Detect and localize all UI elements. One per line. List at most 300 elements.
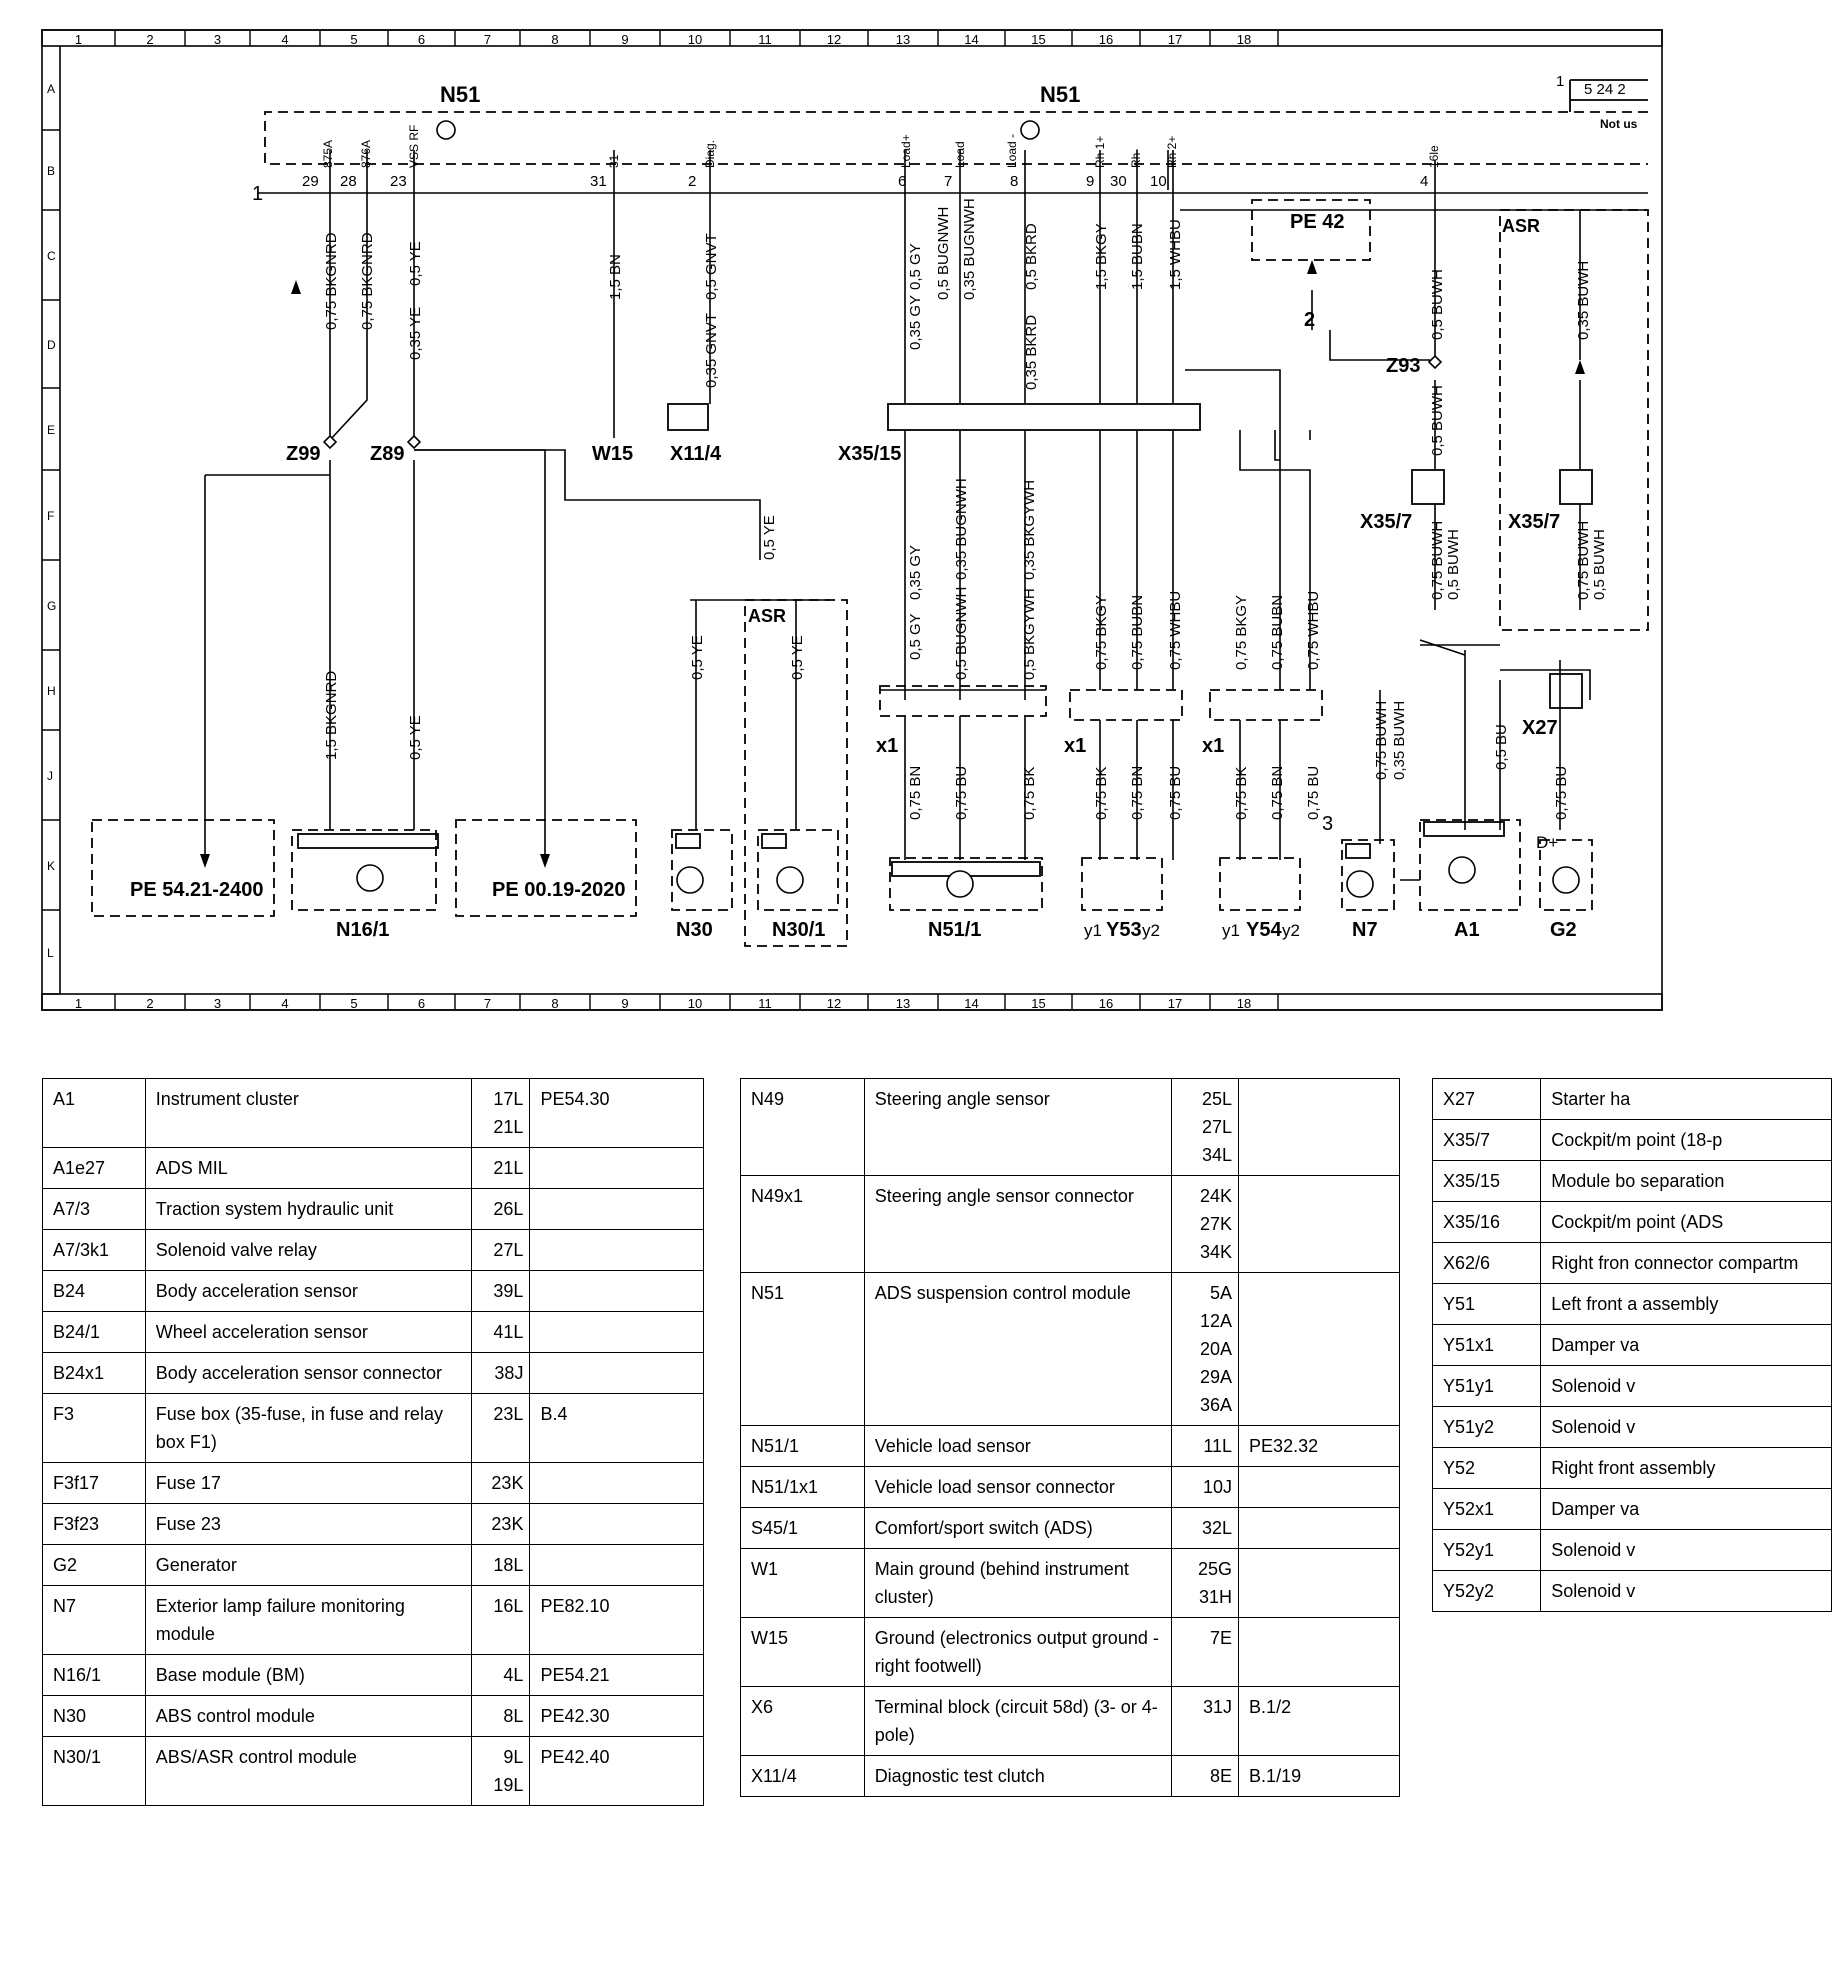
pin-4: 4 [1420, 173, 1429, 190]
component-code: X35/15 [1433, 1161, 1541, 1202]
grid-location: 4L [471, 1655, 530, 1696]
x35-7b-label: X35/7 [1508, 511, 1561, 533]
pinname-16e: 16le [1427, 145, 1441, 168]
grid-row-label: L [47, 946, 54, 960]
grid-row-label: K [47, 859, 56, 873]
wire-label-w29: 0,75 BUBN [1269, 594, 1286, 670]
reference-code [530, 1230, 704, 1271]
legend-row [43, 1079, 704, 1148]
reference-code: B.4 [530, 1394, 704, 1463]
component-description: Base module (BM) [145, 1655, 471, 1696]
component-description: Generator [145, 1545, 471, 1586]
wire-label-w15: 0,75 BUWH [1429, 520, 1446, 600]
component-code: A7/3k1 [43, 1230, 146, 1271]
grid-location: 26L [471, 1189, 530, 1230]
component-code: Y52y1 [1433, 1530, 1541, 1571]
legend-row [1433, 1202, 1832, 1243]
grid-column-label: 17 [1167, 996, 1183, 1011]
grid-column-label: 8 [551, 996, 559, 1011]
legend-row [43, 1312, 704, 1353]
wire-label-w40: 0,75 BUWH [1373, 700, 1390, 780]
grid-column-label: 6 [417, 996, 426, 1011]
wire-label-w7b: 0,35 BUGNWH [961, 198, 978, 300]
wire-label-w8: 0,5 BKRD [1023, 223, 1040, 290]
reference-code [530, 1148, 704, 1189]
grid-column-label: 18 [1236, 996, 1252, 1011]
wire-label-w23: 0,5 BUGNWH [953, 586, 970, 680]
legend-row [1433, 1530, 1832, 1571]
grid-column-label: 15 [1031, 32, 1046, 47]
component-code: N30 [43, 1696, 146, 1737]
asr-label-2: ASR [748, 606, 787, 626]
component-code: W1 [741, 1549, 865, 1618]
component-description: Body acceleration sensor connector [145, 1353, 471, 1394]
wire-label-w14: 0,5 BUWH [1429, 385, 1446, 456]
wire-label-w39: 0,75 BU [1305, 765, 1322, 820]
legend-row [741, 1618, 1400, 1687]
pinname-rh2: Rh 2+ [1165, 135, 1179, 168]
component-code: N7 [43, 1586, 146, 1655]
legend-row [1433, 1079, 1832, 1120]
grid-location: 23K [471, 1504, 530, 1545]
wire-label-w10: 1,5 BUBN [1129, 223, 1146, 290]
wire-label-w6: 0,5 GY [907, 243, 924, 290]
grid-column-label: 11 [758, 996, 772, 1011]
reference-code: PE54.30 [530, 1079, 704, 1148]
component-code: Y52x1 [1433, 1489, 1541, 1530]
w15-label: W15 [592, 443, 634, 465]
grid-location: 23L [471, 1394, 530, 1463]
grid-column-ticks [75, 30, 1278, 1011]
component-description: Main ground (behind instrument cluster) [864, 1549, 1172, 1618]
pe42-label: PE 42 [1290, 211, 1345, 233]
wire-label-w4: 1,5 BN [607, 254, 624, 300]
pinname-876a: 876A [359, 139, 373, 168]
reference-code: PE42.40 [530, 1737, 704, 1806]
grid-column-label: 2 [146, 996, 154, 1011]
grid-location: 8L [471, 1696, 530, 1737]
component-code: N51/1 [741, 1426, 865, 1467]
component-code: N51 [741, 1273, 865, 1426]
wire-label-w31: 0,75 BN [907, 765, 924, 820]
legend-row [43, 1189, 704, 1230]
grid-location: 18L [471, 1545, 530, 1586]
component-description: Solenoid v [1541, 1366, 1832, 1407]
wire-label-w27: 0,75 WHBU [1167, 590, 1184, 670]
n51-label-right: N51 [1040, 82, 1081, 107]
component-description: Steering angle sensor connector [864, 1176, 1172, 1273]
wire-label-w21: 0,5 YE [789, 635, 806, 680]
component-description: Comfort/sport switch (ADS) [864, 1508, 1172, 1549]
component-code: S45/1 [741, 1508, 865, 1549]
reference-code [530, 1189, 704, 1230]
wire-label-w28: 0,75 BKGY [1233, 594, 1250, 670]
pin-6: 6 [898, 173, 907, 190]
component-description: Fuse 17 [145, 1463, 471, 1504]
grid-column-label: 12 [826, 32, 842, 47]
reference-code [1239, 1176, 1400, 1273]
wire-label-w5: 0,5 GNVT [703, 233, 720, 300]
pin-1: 1 [1556, 73, 1565, 90]
wire-label-w3: 0,5 YE [407, 241, 424, 286]
pe54-label: PE 54.21-2400 [130, 879, 264, 901]
reference-code [1239, 1508, 1400, 1549]
pin-28: 28 [340, 173, 357, 190]
component-description: Cockpit/m point (18-p [1541, 1120, 1832, 1161]
grid-column-label: 5 [350, 996, 358, 1011]
wire-label-w42: 0,75 BU [1553, 765, 1570, 820]
legend-row [741, 1756, 1400, 1797]
component-code: X35/16 [1433, 1202, 1541, 1243]
component-description: Diagnostic test clutch [864, 1756, 1172, 1797]
wire-label-w35: 0,75 BN [1129, 765, 1146, 820]
grid-location: 25L 27L 34L [1172, 1079, 1239, 1176]
component-description: ABS/ASR control module [145, 1737, 471, 1806]
legend-row [741, 1549, 1400, 1618]
pinname-diag: Diag. [703, 139, 717, 168]
grid-location: 16L [471, 1586, 530, 1655]
legend-row [1433, 1407, 1832, 1448]
grid-column-label: 1 [74, 32, 83, 47]
reference-code: PE42.30 [530, 1696, 704, 1737]
wire-label-w13: 0,35 BUWH [1575, 260, 1592, 340]
wire-label-w25: 0,75 BKGY [1093, 594, 1110, 670]
legend-row [1433, 1448, 1832, 1489]
grid-column-label: 18 [1236, 32, 1252, 47]
pin-23: 23 [390, 173, 407, 190]
pinname-load-minus: Load - [1005, 133, 1019, 168]
legend-row [1433, 1571, 1832, 1612]
wire-label-w6b: 0,35 GY [907, 294, 924, 350]
legend-row [741, 1176, 1400, 1273]
component-description: ADS MIL [145, 1148, 471, 1189]
component-code: Y52 [1433, 1448, 1541, 1489]
legend-row [43, 1504, 704, 1545]
grid-location: 9L 19L [471, 1737, 530, 1806]
grid-location: 8E [1172, 1756, 1239, 1797]
component-code: F3f23 [43, 1504, 146, 1545]
component-code: B24 [43, 1271, 146, 1312]
grid-row-label: F [47, 509, 55, 523]
grid-column-label: 6 [417, 32, 426, 47]
component-description: Wheel acceleration sensor [145, 1312, 471, 1353]
y2-label-a: y2 [1142, 921, 1160, 940]
grid-location: 41L [471, 1312, 530, 1353]
component-code: Y51x1 [1433, 1325, 1541, 1366]
pinname-875a: 875A [321, 139, 335, 168]
wire-label-w12: 0,5 BUWH [1429, 269, 1446, 340]
wiring-diagram [0, 0, 1648, 1030]
wire-label-w20: 0,5 YE [689, 635, 706, 680]
y53-label: Y53 [1106, 919, 1142, 941]
component-code: X27 [1433, 1079, 1541, 1120]
legend-row [741, 1467, 1400, 1508]
component-description: Traction system hydraulic unit [145, 1189, 471, 1230]
component-description: Module bo separation [1541, 1161, 1832, 1202]
component-code: Y52y2 [1433, 1571, 1541, 1612]
wire-label-w15b: 0,5 BUWH [1445, 529, 1462, 600]
pinname-load: Load [953, 141, 967, 168]
pin-29: 29 [302, 173, 319, 190]
pinname-rh1: Rh 1+ [1093, 135, 1107, 168]
grid-column-label: 10 [687, 32, 703, 47]
grid-location: 38J [471, 1353, 530, 1394]
grid-column-label: 13 [895, 996, 911, 1011]
component-code: Y51y2 [1433, 1407, 1541, 1448]
component-code: W15 [741, 1618, 865, 1687]
reference-code: B.1/19 [1239, 1756, 1400, 1797]
legend-table-2-clip [740, 1078, 1402, 1974]
wire-label-w37: 0,75 BK [1233, 766, 1250, 820]
component-description: Damper va [1541, 1489, 1832, 1530]
grid-location: 39L [471, 1271, 530, 1312]
grid-row-label: A [47, 82, 56, 96]
legend-row [1433, 1120, 1832, 1161]
grid-column-label: 13 [895, 32, 911, 47]
x35-15-label: X35/15 [838, 443, 902, 465]
component-code: N51/1x1 [741, 1467, 865, 1508]
grid-column-label: 16 [1098, 32, 1114, 47]
legend-table-2 [740, 1078, 1400, 1797]
grid-column-label: 4 [281, 32, 289, 47]
component-code: X62/6 [1433, 1243, 1541, 1284]
component-description: Fuse 23 [145, 1504, 471, 1545]
pin-30: 30 [1110, 173, 1127, 190]
wire-label-w30: 0,75 WHBU [1305, 590, 1322, 670]
wire-label-w17: 1,5 BKGNRD [323, 670, 340, 760]
grid-location: 21L [471, 1148, 530, 1189]
grid-location: 10J [1172, 1467, 1239, 1508]
grid-location: 11L [1172, 1426, 1239, 1467]
n16-1-label: N16/1 [336, 919, 390, 941]
grid-row-label: C [47, 249, 56, 263]
grid-column-label: 5 [350, 32, 358, 47]
legend-row [43, 1230, 704, 1271]
component-description: Solenoid v [1541, 1571, 1832, 1612]
marker-2: 2 [1304, 309, 1316, 331]
legend-table-3 [1432, 1078, 1832, 1612]
component-code: N49 [741, 1079, 865, 1176]
reference-code: PE82.10 [530, 1586, 704, 1655]
grid-row-label: J [47, 769, 53, 783]
component-code: B24/1 [43, 1312, 146, 1353]
component-description: Terminal block (circuit 58d) (3- or 4-pole) [864, 1687, 1172, 1756]
legend-row [43, 1545, 704, 1586]
grid-column-label: 2 [146, 32, 154, 47]
grid-row-label: B [47, 164, 56, 178]
z93-label: Z93 [1386, 355, 1421, 377]
component-code: A1e27 [43, 1148, 146, 1189]
pinname-31: 31 [607, 154, 621, 168]
component-description: ABS control module [145, 1696, 471, 1737]
n30-label: N30 [676, 919, 713, 941]
grid-column-label: 11 [758, 32, 772, 47]
wire-label-w36: 0,75 BU [1167, 765, 1184, 820]
legend-table-1 [42, 1078, 704, 1806]
legend-row [43, 1586, 704, 1655]
reference-code [1239, 1079, 1400, 1176]
legend-row [741, 1273, 1400, 1426]
y54-label: Y54 [1246, 919, 1282, 941]
wire-label-w7: 0,5 BUGNWH [935, 206, 952, 300]
grid-location: 5A 12A 20A 29A 36A [1172, 1273, 1239, 1426]
legend-row [1433, 1243, 1832, 1284]
wire-label-w22b: 0,35 GY [907, 544, 924, 600]
wire-label-w24: 0,5 BKGYWH [1021, 588, 1038, 680]
grid-row-ticks [42, 82, 60, 994]
grid-location: 31J [1172, 1687, 1239, 1756]
component-description: Cockpit/m point (ADS [1541, 1202, 1832, 1243]
reference-code [1239, 1549, 1400, 1618]
component-description: Vehicle load sensor connector [864, 1467, 1172, 1508]
wire-label-w16b: 0,5 BUWH [1591, 529, 1608, 600]
component-code: X6 [741, 1687, 865, 1756]
wire-label-w3b: 0,35 YE [407, 306, 424, 360]
n51-1-label: N51/1 [928, 919, 982, 941]
reference-code [530, 1271, 704, 1312]
component-description: Starter ha [1541, 1079, 1832, 1120]
wire-label-w32: 0,75 BU [953, 765, 970, 820]
reference-code [530, 1463, 704, 1504]
grid-location: 32L [1172, 1508, 1239, 1549]
wire-label-w1: 0,75 BKGNRD [323, 232, 340, 330]
grid-column-label: 14 [964, 996, 979, 1011]
grid-column-label: 16 [1098, 996, 1114, 1011]
component-description: ADS suspension control module [864, 1273, 1172, 1426]
pinname-vss: VSS RF [407, 124, 421, 168]
legend-row [43, 1353, 704, 1394]
x35-7a-label: X35/7 [1360, 511, 1413, 533]
wire-label-w26: 0,75 BUBN [1129, 594, 1146, 670]
grid-column-label: 9 [621, 32, 629, 47]
component-description: Damper va [1541, 1325, 1832, 1366]
legend-row [43, 1696, 704, 1737]
component-description: Instrument cluster [145, 1079, 471, 1148]
pinname-load-plus: Load+ [899, 134, 913, 168]
legend-row [1433, 1161, 1832, 1202]
grid-row-label: H [47, 684, 56, 698]
n7-label: N7 [1352, 919, 1378, 941]
grid-column-label: 3 [213, 996, 222, 1011]
component-description: Solenoid v [1541, 1407, 1832, 1448]
component-description: Vehicle load sensor [864, 1426, 1172, 1467]
x11-4-label: X11/4 [670, 443, 722, 465]
grid-column-label: 14 [964, 32, 979, 47]
y1-label-a: y1 [1084, 921, 1102, 940]
pin-10: 10 [1150, 173, 1167, 190]
legend-table-3-clip [1432, 1078, 1799, 1974]
legend-row [741, 1426, 1400, 1467]
reference-code: PE32.32 [1239, 1426, 1400, 1467]
grid-row-label: G [47, 599, 57, 613]
reference-code [530, 1312, 704, 1353]
wire-label-w24b: 0,35 BKGYWH [1021, 479, 1038, 580]
legend-table-1-clip [42, 1078, 706, 1974]
component-code: Y51y1 [1433, 1366, 1541, 1407]
component-description: Exterior lamp failure monitoring module [145, 1586, 471, 1655]
a1-label: A1 [1454, 919, 1480, 941]
grid-location: 27L [471, 1230, 530, 1271]
g2-label: G2 [1550, 919, 1577, 941]
component-code: N49x1 [741, 1176, 865, 1273]
pinname-rh: Rh- [1129, 148, 1143, 168]
grid-location: 24K 27K 34K [1172, 1176, 1239, 1273]
component-description: Right front assembly [1541, 1448, 1832, 1489]
component-code: Y51 [1433, 1284, 1541, 1325]
legend-row [741, 1687, 1400, 1756]
component-description: Fuse box (35-fuse, in fuse and relay box F1) [145, 1394, 471, 1463]
grid-column-label: 17 [1167, 32, 1183, 47]
wire-label-w33: 0,75 BK [1021, 766, 1038, 820]
legend-row [1433, 1284, 1832, 1325]
grid-column-label: 10 [687, 996, 703, 1011]
component-code: G2 [43, 1545, 146, 1586]
wire-label-w11: 1,5 WHBU [1167, 219, 1184, 290]
component-code: X11/4 [741, 1756, 865, 1797]
component-description: Left front a assembly [1541, 1284, 1832, 1325]
reference-code [530, 1545, 704, 1586]
reference-code [530, 1504, 704, 1545]
wire-label-w41: 0,5 BU [1493, 724, 1510, 770]
component-description: Solenoid v [1541, 1530, 1832, 1571]
d-plus-label: D+ [1536, 833, 1559, 852]
z99-label: Z99 [286, 443, 321, 465]
legend-row [43, 1148, 704, 1189]
grid-row-label: D [47, 338, 56, 352]
wire-label-w23b: 0,35 BUGNWH [953, 478, 970, 580]
grid-column-label: 9 [621, 996, 629, 1011]
y2-label-b: y2 [1282, 921, 1300, 940]
reference-code [530, 1353, 704, 1394]
grid-column-label: 15 [1031, 996, 1046, 1011]
component-code: A7/3 [43, 1189, 146, 1230]
x1-label-b: x1 [1064, 735, 1087, 757]
reference-code [1239, 1273, 1400, 1426]
component-description: Steering angle sensor [864, 1079, 1172, 1176]
asr-label: ASR [1502, 216, 1541, 236]
legend-row [741, 1079, 1400, 1176]
legend-row [43, 1463, 704, 1504]
wire-label-w2: 0,75 BKGNRD [359, 232, 376, 330]
n30-1-label: N30/1 [772, 919, 826, 941]
grid-location: 7E [1172, 1618, 1239, 1687]
grid-column-label: 3 [213, 32, 222, 47]
grid-column-label: 8 [551, 32, 559, 47]
grid-column-label: 7 [483, 996, 492, 1011]
x27-label: X27 [1522, 717, 1558, 739]
pin-8: 8 [1010, 173, 1019, 190]
wire-label-w9: 1,5 BKGY [1093, 223, 1110, 290]
marker-3: 3 [1322, 813, 1334, 835]
legend-row [43, 1655, 704, 1696]
reference-code: PE54.21 [530, 1655, 704, 1696]
component-code: N16/1 [43, 1655, 146, 1696]
wire-label-w5b: 0,35 GNVT [703, 312, 720, 388]
pin-9: 9 [1086, 173, 1095, 190]
component-description: Solenoid valve relay [145, 1230, 471, 1271]
grid-column-label: 4 [281, 996, 289, 1011]
grid-location: 25G 31H [1172, 1549, 1239, 1618]
grid-column-label: 12 [826, 996, 842, 1011]
legend-row [741, 1508, 1400, 1549]
reference-code [1239, 1467, 1400, 1508]
legend-row [43, 1394, 704, 1463]
x1-label-a: x1 [876, 735, 899, 757]
not-used-label: Not us [1600, 117, 1638, 131]
component-code: N30/1 [43, 1737, 146, 1806]
legend-row [1433, 1366, 1832, 1407]
component-code: A1 [43, 1079, 146, 1148]
